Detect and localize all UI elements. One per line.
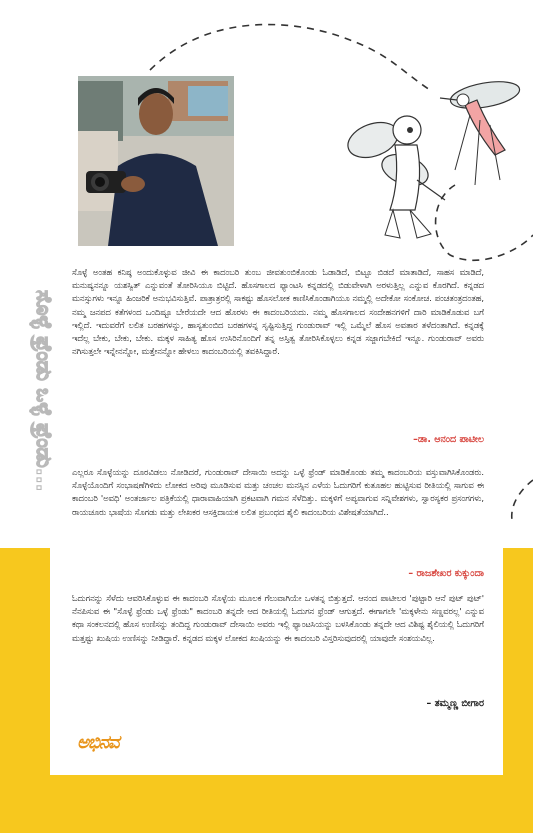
review-paragraph-1: ಸೊಳ್ಳೆ ಅಂತಹ ಕನಿಷ್ಠ ಅಂದುಕೊಳ್ಳುವ ಜೀವಿ ಈ ಕಾದಂಬರಿ ತುಂಬ ಜೀವತುಂಬಿಕೊಂಡು ಓಡಾಡಿದೆ, ಬಿಟ್ಟೂ ಬಿಡದೆ ಮಾತಾಡಿದೆ, ಸಾಹಸ ಮಾಡಿದೆ, ಮನುಷ್ಯನನ್ನೂ ಯಶಸ್ವಿತ್ ಎನ್ನುವಂತೆ ತೋರಿಸಿಯೂ ಬಿಟ್ಟಿದೆ. ಹೊಸಗಾಲದ ಫ್ಯಾಂಟಸಿ ಕನ್ನಡದಲ್ಲಿ ಬಿಡುವೇಳಾಗಿ ಅರಳುತ್ತಿಲ್ಲ ಎನ್ನುವ ಕೊರಗಿದೆ. ಕನ್ನಡದ ಮನಸ್ಸುಗಳು ಇನ್ನೂ ಹಿಂಜರಿಕೆ ಅನುಭವಿಸುತ್ತಿವೆ. ಪಾತ್ರಾತ್ರರಲ್ಲಿ ಸಾಕಷ್ಟು ಹೊಸಲೋಕ ಕಾಣಿಸಿಕೊಂಡಾಗಿಯೂ ನಮ್ಮಲ್ಲಿ ಅದೇಕೋ ಸಂಕೋಚ. ಪಂಚತಂತ್ರದಂತಹ, ನಮ್ಮ ಜನಪದ ಕತೆಗಳಂದ ಒಂದಿಷ್ಟೂ ಬೇರೆಯದೇ ಆದ ಹೊರಳು ಈ ಕಾದಂಬರಿಯದು. ನಮ್ಮ ಹೊಸಗಾಲದ ಸಂದೇಹನಗಳಿಗೆ ದಾರಿ ಮಾಡಿಕೊಡುವ ಬಗೆ ಇಲ್ಲಿದೆ. ಇದುವರೆಗೆ ಲಲಿತ ಬರಹಗಳನ್ನು, ಹಾಸ್ಯತುಂಬಿದ ಬರಹಗಳನ್ನ ಸೃಷ್ಟಿಸುತ್ತಿದ್ದ ಗುಂಡುರಾವ್ ಇಲ್ಲಿ ಒಮ್ಮೆಲೆ ಹೊಸ ಅವತಾರ ತಳೆದಂತಾಗಿದೆ. ಕನ್ನಡಕ್ಕೆ ಇದೆಲ್ಲ ಬೇಕು, ಬೇಕು, ಬೇಕು. ಮಕ್ಕಳ ಸಾಹಿತ್ಯ ಹೊಸ ಉಸಿರಿನೊಂದಿಗೆ ತನ್ನ ಅಸ್ತಿತ್ವ ತೋರಿಸಿಕೊಳ್ಳಲು ಕನ್ನಡ ಸಜ್ಜಾಗಬೇಕಿದೆ ಇನ್ನೂ. ಗುಂಡುರಾವ್ ಅವರು ನಗಿಸುತ್ತಲೇ ಇನ್ನೇನನ್ನೋ, ಮತ್ತೇನನ್ನೋ ಹೇಳಲು ಕಾದಂಬರಿಯಲ್ಲಿ ತವಕಿಸಿದ್ದಾರೆ. <box>72 267 484 357</box>
review-paragraph-3: ಓದುಗನನ್ನು ಸೆಳೆದು ಆವರಿಸಿಕೊಳ್ಳುವ ಈ ಕಾದಂಬರಿ ಸೊಳ್ಳೆಯ ಮೂಲಕ ಗೆಲುವಾಗಿಯೇ ಒಳತನ್ನ ಬಿತ್ತುತ್ತದೆ. ಆನಂದ ಪಾಟೀಲರ 'ಪುಟ್ಟಾರಿ ಆನೆ ಪುಟ್ ಪುಟ್' ನೆನಪಿಸುವ ಈ "ಸೊಳ್ಳೆ ಫ್ರೆಂಡು ಒಳ್ಳೆ ಫ್ರೆಂಡು" ಕಾದಂಬರಿ ತನ್ನದೇ ಆದ ರೀತಿಯಲ್ಲಿ ಓದುಗನ ಫ್ರೆಂಡ್ ಆಗುತ್ತದೆ. ಈಗಾಗಲೇ 'ಮಕ್ಕಳೇನು ಸಣ್ಣವರಲ್ಲ' ಎನ್ನುವ ಕಥಾ ಸಂಕಲನದಲ್ಲಿ ಹೊಸ ಉಣಿಸನ್ನು ತಂದಿದ್ದ ಗುಂಡುರಾವ್ ದೇಸಾಯಿ ಅವರು ಇಲ್ಲಿ ಫ್ಯಾಂಟಸಿಯನ್ನು ಬಳಸಿಕೊಂಡು ತನ್ನದೇ ಆದ ವಿಶಿಷ್ಟ ಶೈಲಿಯಲ್ಲಿ ಓದುಗರಿಗೆ ಮತ್ತಷ್ಟು ಖುಷಿಯ ಉಣಿಸನ್ನು ನೀಡಿದ್ದಾರೆ. ಕನ್ನಡದ ಮಕ್ಕಳ ಲೋಕದ ಖುಷಿಯನ್ನು ಈ ಕಾದಂಬರಿ ವಿಸ್ತರಿಸುವುದರಲ್ಲಿ ಯಾವುದೇ ಸಂಶಯವಿಲ್ಲ. <box>72 593 484 643</box>
publisher-logo: ಅಭಿನವ <box>77 732 119 753</box>
review-author-1: –ಡಾ. ಆನಂದ ಪಾಟೀಲ <box>413 434 484 445</box>
review-author-3: – ತಮ್ಮಣ್ಣ ಬೀಗಾರ <box>426 698 484 709</box>
author-photo <box>78 76 234 246</box>
review-author-2: – ರಾಜಶೇಖರ ಕುಕ್ಕುಂದಾ <box>408 568 484 579</box>
review-paragraph-2: ಎಲ್ಲರೂ ಸೊಳ್ಳೆಯನ್ನು ದೂರವಿಡಲು ನೋಡಿದರೆ, ಗುಂಡುರಾವ್ ದೇಸಾಯಿ ಅದನ್ನು ಒಳ್ಳೆ ಫ್ರೆಂಡ್ ಮಾಡಿಕೊಂಡು ತಮ್ಮ ಕಾದಂಬರಿಯ ವಸ್ತುವಾಗಿಸಿಕೊಂಡರು. ಸೊಳ್ಳೆಯೊಂದಿಗೆ ಸಂಭಾಷಣೆಗಿಳಿದು ಲೋಕದ ಅರಿವು ಮೂಡಿಸುವ ಮತ್ತು ಚಂಚಲ ಮನಸ್ಸಿನ ಎಳೆಯ ಓದುಗರಿಗೆ ಕುತೂಹಲ ಹುಟ್ಟಿಸುವ ರೀತಿಯಲ್ಲಿ ಸಾಗುವ ಈ ಕಾದಂಬರಿ 'ಅವಧಿ' ಅಂತರ್ಜಾಲ ಪತ್ರಿಕೆಯಲ್ಲಿ ಧಾರಾವಾಹಿಯಾಗಿ ಪ್ರಕಟವಾಗಿ ಗಮನ ಸೆಳೆದಿತ್ತು. ಮಕ್ಕಳಿಗೆ ಅಪ್ಯವಾಗುವ ಸನ್ನಿವೇಶಗಳು, ಸ್ವಾರಸ್ಯಕರ ಪ್ರಸಂಗಗಳು, ರಾಯಚೂರು ಭಾಷೆಯ ಸೊಗಡು ಮತ್ತು ಲೇಖಕರ ಆಸಕ್ತಿದಾಯಕ ಲಲಿತ ಪ್ರಬಂಧದ ಶೈಲಿ ಕಾದಂಬರಿಯ ವಿಶೇಷತೆಯಾಗಿದೆ.. <box>72 467 484 517</box>
mosquito-cartoon-illustration <box>345 60 533 300</box>
side-title-vertical <box>11 290 56 550</box>
side-title-text: ಸೊಳ್ಳೆ ಫ್ರೆಂಡು ಒಳ್ಳೆ ಫ್ರೆಂಡು... <box>32 290 56 492</box>
